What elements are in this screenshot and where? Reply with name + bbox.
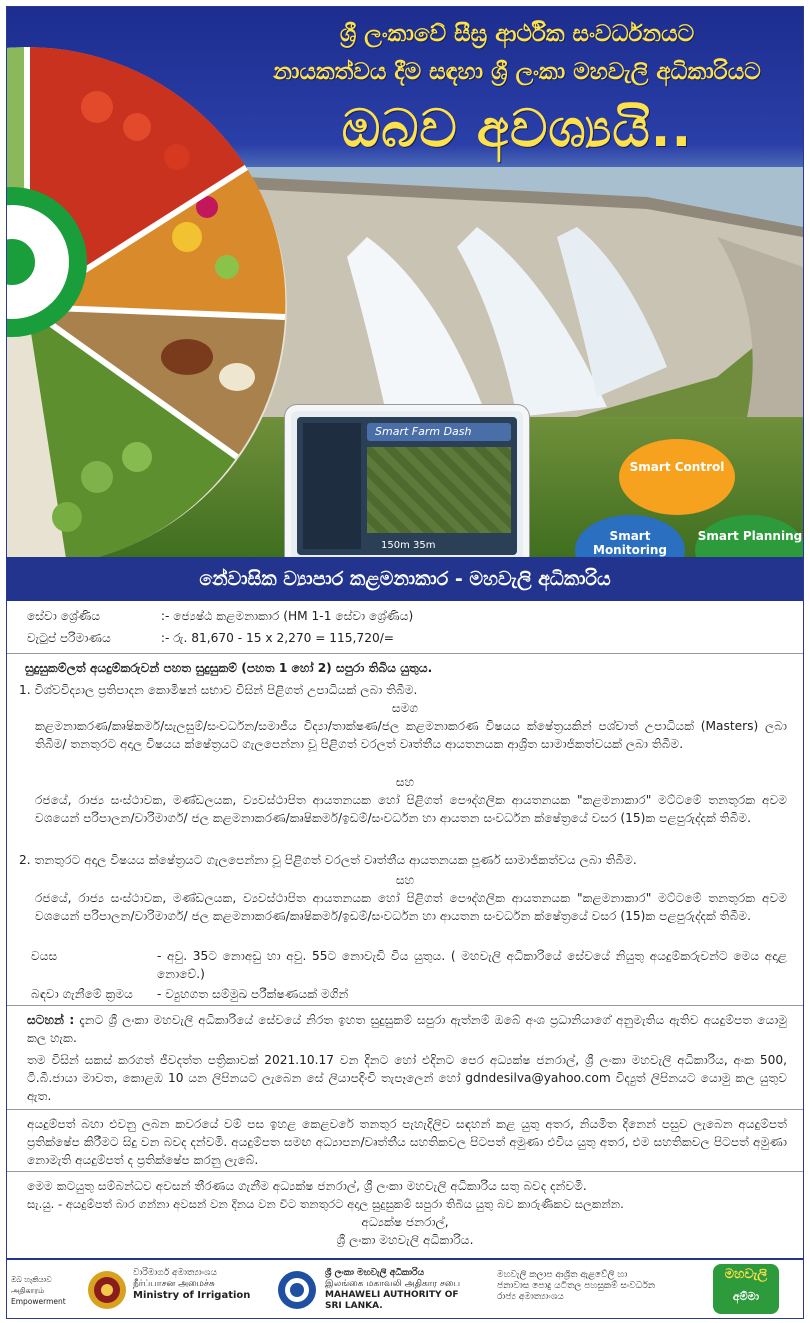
empower-ta: அதிகாரம்	[11, 1286, 45, 1295]
sri-lanka-emblem-icon	[87, 1270, 127, 1310]
salary-label: වැටුප් පරිමාණය	[27, 631, 111, 645]
recruitment-label: බඳවා ගැනීමේ ක්‍රමය	[31, 987, 133, 1001]
ministry-of-irrigation	[133, 1268, 250, 1301]
smart-planning-bubble: Smart Planning	[695, 515, 803, 557]
smart-monitoring-bubble: Smart Monitoring	[575, 515, 685, 557]
headline-line-1: ශ්‍රී ලංකාවේ සීඝ්‍ර ආර්ථික සංවර්ධනයට	[339, 21, 695, 47]
ps-text: සැ.යු. - අයදුම්පත් බාර ගන්නා අවසන් වන දිනය වන විට තනතුරට අදාල සුදුසුකම් සපුරා තිබිය යුතු බව කාරුණිකව සලකන්න.	[27, 1197, 624, 1211]
divider	[7, 1005, 803, 1006]
age-label: වයස	[31, 949, 58, 963]
and-label-1: සහ	[395, 775, 415, 789]
note	[27, 1011, 787, 1047]
qualification-1-masters: කළමනාකරණ/කෘෂිකර්ම/සැලසුම්/සංවර්ධන/සමාජීය විද්‍යා/තාක්ෂණ/ජල කළමනාකරණ විෂයය ක්ෂේත්‍රයකින් පශ්චාත් උපාධියක් (Masters) ලබා තිබීම/ තනතුරට අදාල විෂයය ක්ෂේත්‍රයට ගැලපෙන්නා වූ පිළිගත් වරලත් වෘත්තීය ආයතනයක ආශ්‍රිත සාමාජිකත්වයක් ලබා තිබීම.	[35, 719, 787, 751]
note-label: සටහන් :	[27, 1013, 75, 1027]
qualification-2-title: 2. තනතුරට අදාල විෂයය ක්ෂේත්‍රයට ගැලපෙන්නා වූ පිළිගත් වරලත් වෘත්තීය ආයතනයක පූර්ණ සාමාජිකත්වය ලබා තිබීම.	[19, 853, 637, 867]
dam-illustration	[247, 167, 803, 417]
headline-line-2: නායකත්වය දීම සඳහා ශ්‍රී ලංකා මහවැලි අධිකාරියට	[273, 59, 761, 85]
qualification-1-title: 1. විශ්වවිද්‍යාල ප්‍රතිපාදන කොමිෂන් සභාව විසින් පිළිගත් උපාධියක් ලබා තිබීම.	[19, 683, 418, 697]
mahaweli-amma-logo	[713, 1264, 779, 1314]
headline-main: ඔබව අවශ්‍යයි..	[341, 99, 693, 159]
salary-value: :- රු. 81,670 - 15 x 2,270 = 115,720/=	[160, 631, 395, 645]
mahaweli-en-1: MAHAWELI AUTHORITY OF	[325, 1290, 459, 1300]
note-text: දැනට ශ්‍රී ලංකා මහවැලි අධිකාරියේ සේවයේ නිරත ඉහත සුදුසුකම් සපුරා ඇත්නම් ඔබේ අංශ ප්‍රධානියාගේ අනුමැතිය ඇතිව අයදුම්පත යොමු කල හැක.	[27, 1013, 787, 1045]
divider	[7, 1109, 803, 1110]
logo-text-2: අම්මා	[732, 1290, 760, 1303]
envelope-instructions: අයදුම්පත් බහා එවනු ලබන කවරයේ වම් පස ඉහළ කෙළවරේ තනතුර පැහැදිලිව සඳහන් කළ යුතු අතර, නියමිත දිනෙන් පසුව ලැබෙන අයදුම්පත් ප්‍රතික්ෂේප කිරීමට සිදු වන බවද දන්වමි. අයදුම්පත සමඟ අධ්‍යාපන/වෘත්තීය සහතිකවල පිටපත් අමුණා එවිය යුතු අතර, එම සහතිකවල පිටපත් අමුණා නොමැති අයදුම්පත් ද ප්‍රතික්ෂේප කරනු ලැබේ.	[27, 1117, 787, 1167]
state-ministry	[497, 1270, 697, 1303]
application-instructions: තම විසින් සකස් කරගත් ජීවදත්ත පත්‍රිකාවක් 2021.10.17 වන දිනට හෝ එදිනට පෙර අධ්‍යක්ෂ ජනරාල්, ශ්‍රී ලංකා මහවැලි අධිකාරිය, අංක 500, ටී.බී.ජායා මාවත, කොළඹ 10 යන ලිපිනයට ලැබෙන සේ ලියාපදිංචි තැපෑලෙන් හෝ gdndesilva@yahoo.com විද්‍යුත් ලිපිනයට යොමු කල යුතුව ඇත.	[27, 1053, 787, 1103]
state-ministry-line-3: රාජ්‍ය අමාත්‍යාංශය	[497, 1292, 564, 1302]
state-ministry-line-2: ජනාවාස පොදු යටිතල පහසුකම් සංවර්ධන	[497, 1281, 656, 1291]
ministry-si: වාරිමාර්ග අමාත්‍යාංශය	[133, 1268, 217, 1278]
mahaweli-ta: இலங்கை மகாவலி அதிகார சபை	[325, 1279, 461, 1289]
age-value: - අවු. 35ට නොඅඩු හා අවු. 55ට නොවැඩි විය යුතුය. ( මහවැලි අධිකාරියේ සේවයේ නියුතු අයදුම්කරුවන්ට මෙය අදාළ නොවේ.)	[157, 949, 787, 981]
tablet-device	[285, 405, 529, 557]
divider	[7, 1171, 803, 1172]
empowerment-logo	[11, 1274, 67, 1307]
field-map	[367, 447, 511, 533]
hero-banner	[7, 7, 803, 557]
post-title-band: නේවාසික ව්‍යාපාර කළමනාකාර - මහවැලි අධිකාරිය	[7, 557, 803, 601]
ministry-ta: நீர்ப்பாசன அமைச்சு	[133, 1279, 215, 1289]
mahaweli-emblem-icon	[277, 1270, 317, 1310]
ministry-en: Ministry of Irrigation	[133, 1290, 251, 1301]
and-label-2: සහ	[395, 873, 415, 887]
recruitment-value: - ව්‍යුහගත සම්මුඛ පරීක්ෂණයක් මගින්	[157, 987, 349, 1001]
state-ministry-line-1: මහවැලි කලාප ආශ්‍රිත ඇළවේලි හා	[497, 1270, 628, 1280]
mahaweli-en-2: SRI LANKA.	[325, 1301, 383, 1311]
divider	[7, 653, 803, 654]
service-value: :- ජ්‍යෙෂ්ඨ කළමනාකාර (HM 1-1 සේවා ශ්‍රේණිය)	[160, 609, 414, 623]
qualification-2-experience: රජයේ, රාජ්‍ය සංස්ථාවක, මණ්ඩලයක, ව්‍යවස්ථාපිත ආයතනයක හෝ පිළිගත් පෞද්ගලික ආයතනයක "කළමනාකාර" මට්ටමේ තනතුරක අවම වශයෙන් පරිපාලන/වාරිමාර්ග/ ජල කළමනාකරණ/කෘෂිකර්ම/ඉඩම්/සංවර්ධන හා ආයතන සංවර්ධන ක්ෂේත්‍රයේ වසර (15)ක පළපුරුද්දක් තිබීම.	[35, 891, 787, 923]
tablet-scale: 150m 35m	[381, 540, 436, 551]
qualifications-heading: සුදුසුකම්ලත් අයදුම්කරුවන් පහත සුදුසුකම් (පහත 1 හෝ 2) සපුරා තිබිය යුතුය.	[25, 661, 433, 675]
mahaweli-authority	[325, 1268, 460, 1312]
salary-row	[27, 629, 394, 647]
mahaweli-si: ශ්‍රී ලංකා මහවැලි අධිකාරිය	[325, 1268, 425, 1278]
tablet-app-title: Smart Farm Dash	[367, 423, 511, 441]
signature-title: අධ්‍යක්ෂ ජනරාල්,	[361, 1215, 449, 1229]
empower-en: Empowerment	[11, 1297, 66, 1306]
empower-si: ඔබ හැකියාව	[11, 1275, 52, 1284]
with-label: සමග	[391, 701, 419, 715]
logo-text-1: මහවැලි	[724, 1267, 768, 1282]
footer-logos	[7, 1258, 803, 1319]
final-decision-text: මෙම කටයුතු සම්බන්ධව අවසන් තීරණය ගැනීම අධ්‍යක්ෂ ජනරාල්, ශ්‍රී ලංකා මහවැලි අධිකාරිය සතු බවද දන්වමි.	[27, 1179, 587, 1193]
service-label: සේවා ශ්‍රේණිය	[27, 609, 101, 623]
advertisement	[6, 6, 804, 1319]
smart-control-bubble: Smart Control	[619, 439, 735, 515]
qualification-1-experience: රජයේ, රාජ්‍ය සංස්ථාවක, මණ්ඩලයක, ව්‍යවස්ථාපිත ආයතනයක හෝ පිළිගත් පෞද්ගලික ආයතනයක "කළමනාකාර" මට්ටමේ තනතුරක අවම වශයෙන් පරිපාලන/වාරිමාර්ග/ ජල කළමනාකරණ/කෘෂිකර්ම/ඉඩම්/සංවර්ධන හා ආයතන සංවර්ධන ක්ෂේත්‍රයේ වසර (15)ක පළපුරුද්දක් තිබීම.	[35, 793, 787, 825]
signature-org: ශ්‍රී ලංකා මහවැලි අධිකාරිය.	[336, 1233, 474, 1247]
service-row	[27, 607, 413, 625]
